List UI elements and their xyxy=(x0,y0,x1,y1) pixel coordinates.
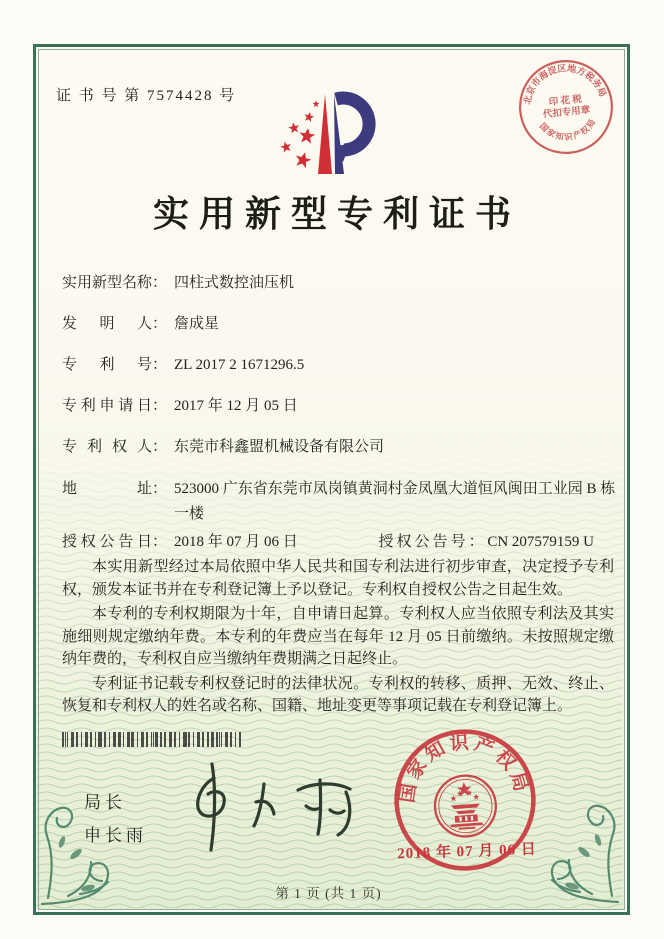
field-row-patentee xyxy=(62,436,620,458)
tax-stamp-arc-bottom: 国家知识产权局 xyxy=(537,116,599,143)
field-value: 2017 年 12 月 05 日 xyxy=(174,398,298,414)
field-label: 专利申请日 xyxy=(62,398,152,414)
field-label: 专利权人 xyxy=(62,439,152,455)
paragraph: 本实用新型经过本局依照中华人民共和国专利法进行初步审查，决定授予专利权，颁发本证书并在专利登记簿上予以登记。专利权自授权公告之日起生效。 xyxy=(62,559,614,598)
field-row-patent-no xyxy=(62,354,620,376)
field-value: 2018 年 07 月 06 日 xyxy=(174,534,298,550)
seal-arc-text: 国家知识产权局 xyxy=(397,732,533,805)
field-colon: ： xyxy=(152,275,168,291)
paragraph: 本专利的专利权期限为十年，自申请日起算。专利权人应当依照专利法及其实施细则规定缴纳年费。本专利的年费应当在每年 12 月 05 日前缴纳。未按照规定缴纳年费的，专利权自应当缴纳年费期满之日起终止。 xyxy=(62,606,614,667)
field-value: ZL 2017 2 1671296.5 xyxy=(174,357,305,373)
field-row-inventor xyxy=(62,313,620,335)
field-row-filing-date xyxy=(62,395,620,417)
grant-no-group xyxy=(379,531,620,553)
field-label: 授权公告号 xyxy=(378,534,469,550)
seal-date: 2018 年 07 月 06 日 xyxy=(396,841,538,863)
legal-paragraphs xyxy=(62,556,614,720)
field-colon: ： xyxy=(152,398,168,414)
cnipa-patent-logo-icon xyxy=(269,84,395,188)
field-label: 发明人 xyxy=(62,316,152,332)
tax-stamp-line2: 代扣专用章 xyxy=(542,105,591,121)
field-value: 詹成星 xyxy=(174,316,220,332)
field-label: 授权公告日 xyxy=(62,534,152,550)
director-signature xyxy=(168,758,378,858)
field-row-address xyxy=(62,477,620,527)
field-value: 四柱式数控油压机 xyxy=(174,275,295,291)
national-emblem-icon xyxy=(433,774,498,839)
field-colon: ： xyxy=(152,357,168,373)
director-block xyxy=(84,786,147,852)
field-label: 地址 xyxy=(62,481,152,497)
field-colon: ： xyxy=(152,316,168,332)
field-value: 东莞市科鑫盟机械设备有限公司 xyxy=(174,439,385,455)
field-label: 实用新型名称 xyxy=(62,275,153,291)
tax-stamp-arc-top: 北京市海淀区地方税务局 xyxy=(522,63,609,106)
field-colon: ： xyxy=(152,439,168,455)
director-name: 申长雨 xyxy=(84,826,147,845)
field-colon: ： xyxy=(468,534,484,550)
field-label: 专利号 xyxy=(62,357,152,373)
field-value: CN 207579159 U xyxy=(487,534,594,550)
director-title: 局长 xyxy=(84,793,126,812)
field-value: 523000 广东省东莞市凤岗镇黄洞村金凤凰大道恒风闽田工业园 B 栋一楼 xyxy=(174,481,616,522)
page-number: 第 1 页 (共 1 页) xyxy=(275,886,382,901)
field-row-grant xyxy=(62,531,620,553)
field-row-name xyxy=(62,272,620,294)
field-list xyxy=(62,272,620,572)
paragraph: 专利证书记载专利权登记时的法律状况。专利权的转移、质押、无效、终止、恢复和专利权人的姓名或名称、国籍、地址变更等事项记载在专利登记簿上。 xyxy=(62,675,614,714)
barcode xyxy=(62,732,241,747)
field-colon: ： xyxy=(152,481,168,497)
field-colon: ： xyxy=(152,534,168,550)
tax-withholding-stamp xyxy=(510,51,622,163)
certificate-number: 证 书 号 第 7574428 号 xyxy=(56,88,237,104)
certificate-title: 实用新型专利证书 xyxy=(152,194,521,234)
tax-stamp-line1: 印 花 税 xyxy=(548,94,583,109)
